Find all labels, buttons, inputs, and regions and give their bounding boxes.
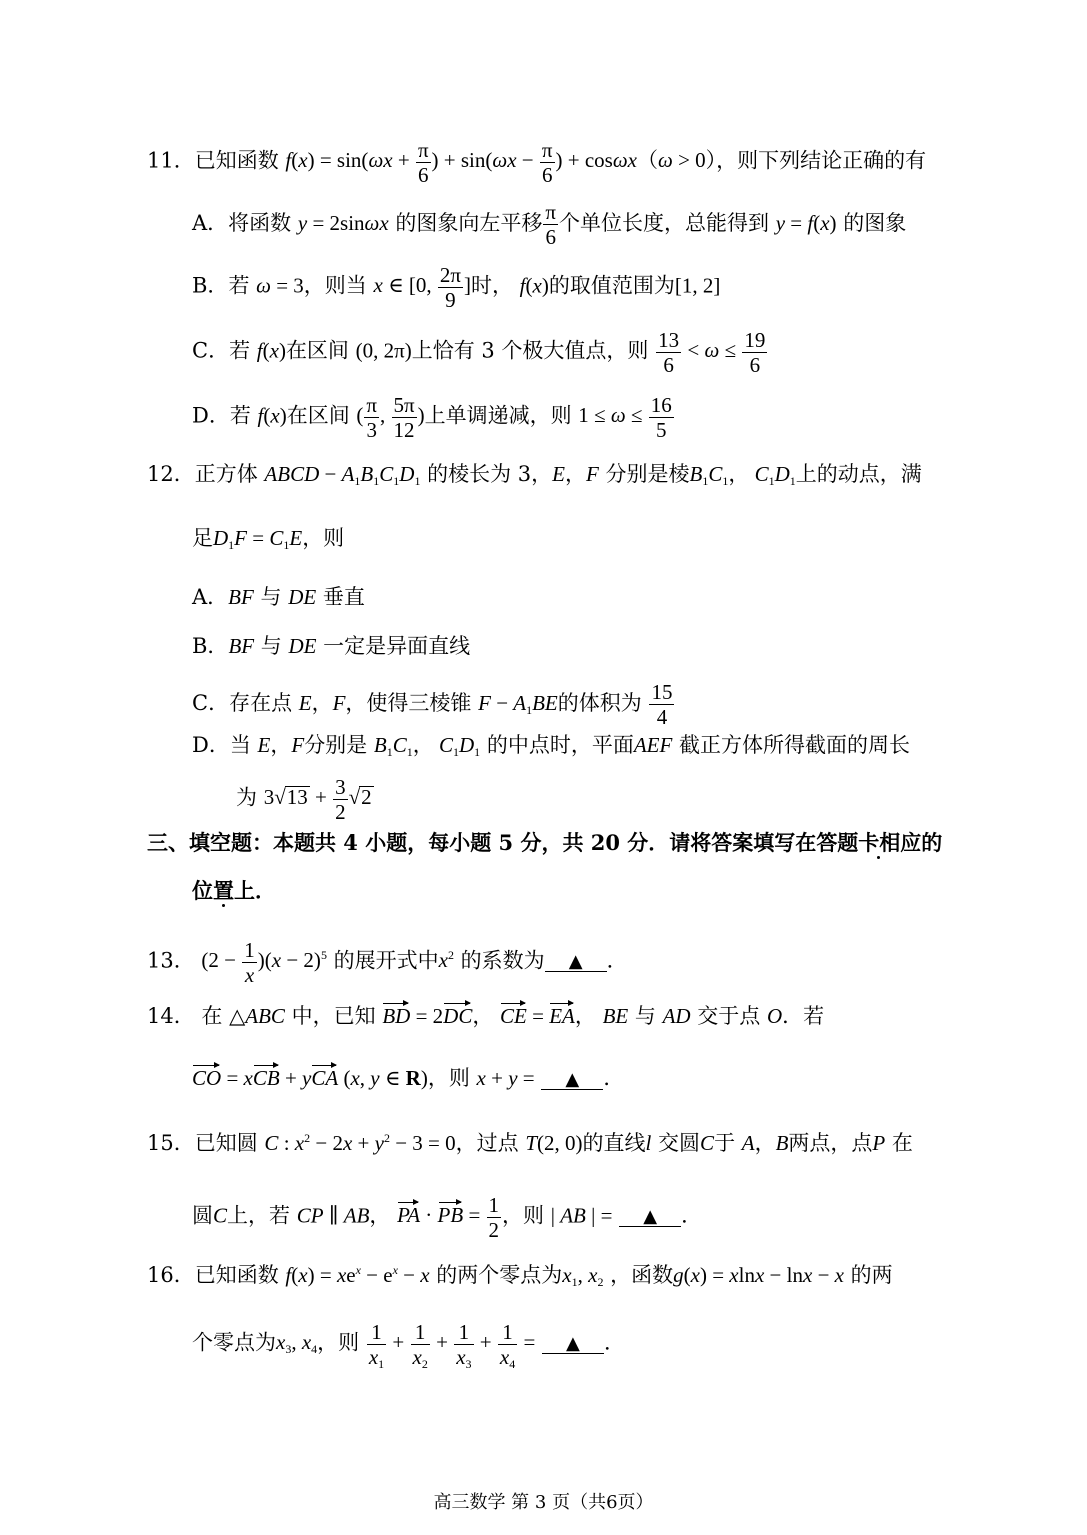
question-15-line2: 圆C上，若 CP ∥ AB， PA · PB = $\frac{1}{2}$ ，则 | AB | = ▲ ． [192,1193,703,1243]
question-13: 13． (2 − $\frac{1}{x}$ )$(x - 2)^5$ 的展开式中$x^2$ 的系数为 ▲ ． [147,938,628,988]
question-12-option-c: C．存在点 E，F，使得三棱锥 $F - A_1BE$的体积为 $\frac{15}{4}$ [192,680,673,730]
answer-blank-13[interactable]: ▲ [545,950,607,972]
question-16: 16．已知函数 $f(x) = xe^x - e^x - x$ 的两个零点为$x_1$, $x_2$ ，函数g(x) = xlnx − lnx − x 的两 [147,1263,893,1289]
page-footer: 高三数学 第 3 页（共6页） [433,1492,654,1513]
question-11-option-b: B．若 ω = 3，则当 x ∈ [0, $\frac{2\pi}{9}$ ]时， f(x)的取值范围为[1, 2] [192,263,721,313]
question-11-option-a: A．将函数 y = 2sinωx 的图象向左平移 $\frac{\pi}{6}$ 个单位长度，总能得到 y = f(x) 的图象 [192,200,907,250]
answer-blank-16[interactable]: ▲ [542,1332,604,1354]
question-12-option-d: D．当 E，F分别是 $B_1C_1$， $C_1D_1$ 的中点时，平面AEF 截正方体所得截面的周长 [192,733,911,759]
question-14-line2: CO = xCB + yCA (x, y ∈ R)，则 x + y = ▲ ． [192,1066,625,1090]
question-12-option-a: A．BF 与 DE 垂直 [192,585,365,609]
question-12-stem-line2: 足$D_1F = C_1E$，则 [192,526,345,552]
question-15: 15．已知圆 C : $x^2 - 2x + y^2 - 3 = 0$，过点 T(2, 0)的直线l 交圆C于 A，B两点，点P 在 [147,1131,913,1155]
section-3-heading-line2: 位置上． [192,878,276,903]
question-16-line2: 个零点为$x_3$, $x_4$，则 $\frac{1}{x_1}$ + $\frac{1}{x_2}$ + $\frac{1}{x_3}$ + $\frac{1}{x_4}$ = ▲ ． [192,1320,625,1372]
question-11-stem: 11．已知函数 f(x) = sin(ωx + $\frac{\pi}{6}$ ) + sin(ωx − $\frac{\pi}{6}$ ) + cosωx（ω > 0），则下列结论正确的有 [147,138,927,188]
answer-blank-15[interactable]: ▲ [619,1205,681,1227]
question-12-option-b: B．BF 与 DE 一定是异面直线 [192,634,471,658]
question-12-option-d-line2: 为 3√13 + $\frac{3}{2}$ √2 [236,775,372,825]
question-12-stem: 12．正方体 ABCD − $A_1B_1C_1D_1$ 的棱长为 3，E，F 分别是棱$B_1C_1$， $C_1D_1$上的动点，满 [147,462,922,488]
question-11-option-d: D．若 f(x)在区间 ( $\frac{\pi}{3}$ , $\frac{5\pi}{12}$ )上单调递减，则 1 ≤ ω ≤ $\frac{16}{5}$ [192,393,672,443]
section-3-heading: 三、填空题：本题共 4 小题，每小题 5 分，共 20 分．请将答案填写在答题卡相应的 [147,830,943,855]
question-14: 14． 在 △ABC 中，已知 BD = 2DC， CE = EA， BE 与 AD 交于点 O．若 [147,1004,825,1028]
question-11-option-c: C．若 f(x)在区间 (0, 2π)上恰有 3 个极大值点，则 $\frac{13}{6}$ < ω ≤ $\frac{19}{6}$ [192,328,766,378]
answer-blank-14[interactable]: ▲ [541,1068,603,1090]
